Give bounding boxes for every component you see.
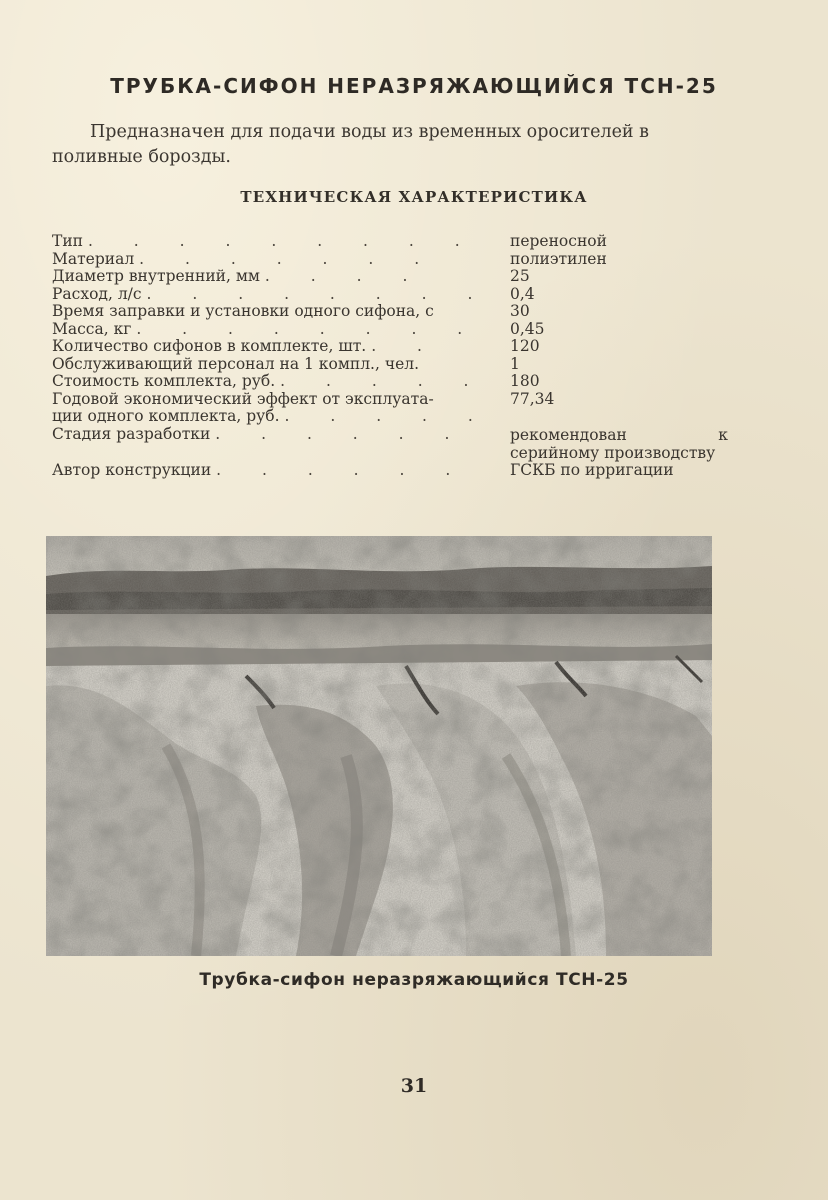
spec-row [52, 233, 732, 251]
leader-dots: . . . . . . . [139, 250, 438, 268]
spec-value: 0,45 [510, 319, 545, 338]
spec-value [504, 408, 728, 426]
spec-label: Обслуживающий персонал на 1 компл., чел. [52, 355, 420, 373]
spec-value: 30 [510, 302, 530, 320]
leader-dots: . . . . . . . . [146, 285, 491, 303]
spec-row [52, 251, 732, 269]
document-title: ТРУБКА-СИФОН НЕРАЗРЯЖАЮЩИЙСЯ ТСН-25 [110, 74, 718, 98]
photo-caption: Трубка-сифон неразряжающийся ТСН-25 [199, 970, 629, 990]
leader-dots: . . . . . . [216, 461, 469, 479]
spec-row [52, 462, 732, 480]
spec-label: ции одного комплекта, руб. [52, 408, 280, 425]
leader-dots: . . . . . [280, 373, 487, 390]
intro-paragraph [52, 120, 732, 170]
photo-image [46, 536, 712, 956]
spec-label: Тип [52, 233, 83, 250]
spec-label: Автор конструкции [52, 461, 212, 479]
spec-value: 1 [510, 354, 520, 373]
spec-row [52, 373, 732, 391]
spec-row [52, 391, 732, 409]
spec-row [52, 303, 732, 321]
spec-row [52, 426, 732, 462]
spec-label: Стоимость комплекта, руб. [52, 373, 276, 390]
spec-value: 77,34 [510, 389, 555, 408]
spec-label: Материал [52, 250, 135, 268]
field-furrows-photo [46, 536, 712, 956]
spec-row [52, 268, 732, 286]
spec-table [52, 233, 732, 479]
spec-label: Диаметр внутренний, мм [52, 268, 260, 285]
spec-label: Время заправки и установки одного сифона, с [52, 303, 434, 320]
leader-dots: . . . . . . [215, 425, 468, 443]
spec-value: ГСКБ по ирригации [510, 460, 674, 479]
leader-dots: . . . . [264, 268, 426, 285]
spec-value: рекомендован к серийному производству [510, 425, 728, 462]
spec-value: 180 [510, 372, 540, 390]
spec-row [52, 321, 732, 339]
spec-value: 25 [510, 267, 530, 285]
spec-row [52, 286, 732, 304]
spec-row [52, 356, 732, 374]
leader-dots: . . . . . [284, 408, 491, 425]
spec-label: Расход, л/с [52, 285, 142, 303]
leader-dots: . . . . . . . . . [87, 233, 478, 250]
spec-row [52, 408, 732, 426]
spec-value: 120 [510, 337, 540, 355]
page-number: 31 [400, 1075, 428, 1097]
spec-value: переносной [510, 232, 607, 250]
spec-label: Количество сифонов в комплекте, шт. [52, 338, 367, 355]
leader-dots: . . . . . . . . [136, 320, 481, 338]
spec-label: Масса, кг [52, 320, 132, 338]
leader-dots: . . [371, 338, 440, 355]
spec-value: полиэтилен [510, 249, 607, 268]
intro-text: Предназначен для подачи воды из временных оросителей в поливные борозды. [52, 122, 650, 167]
spec-row [52, 338, 732, 356]
section-title: ТЕХНИЧЕСКАЯ ХАРАКТЕРИСТИКА [240, 188, 588, 206]
spec-label: Годовой экономический эффект от эксплуата- [52, 390, 434, 408]
spec-label: Стадия разработки [52, 425, 211, 443]
spec-value: 0,4 [510, 284, 535, 303]
